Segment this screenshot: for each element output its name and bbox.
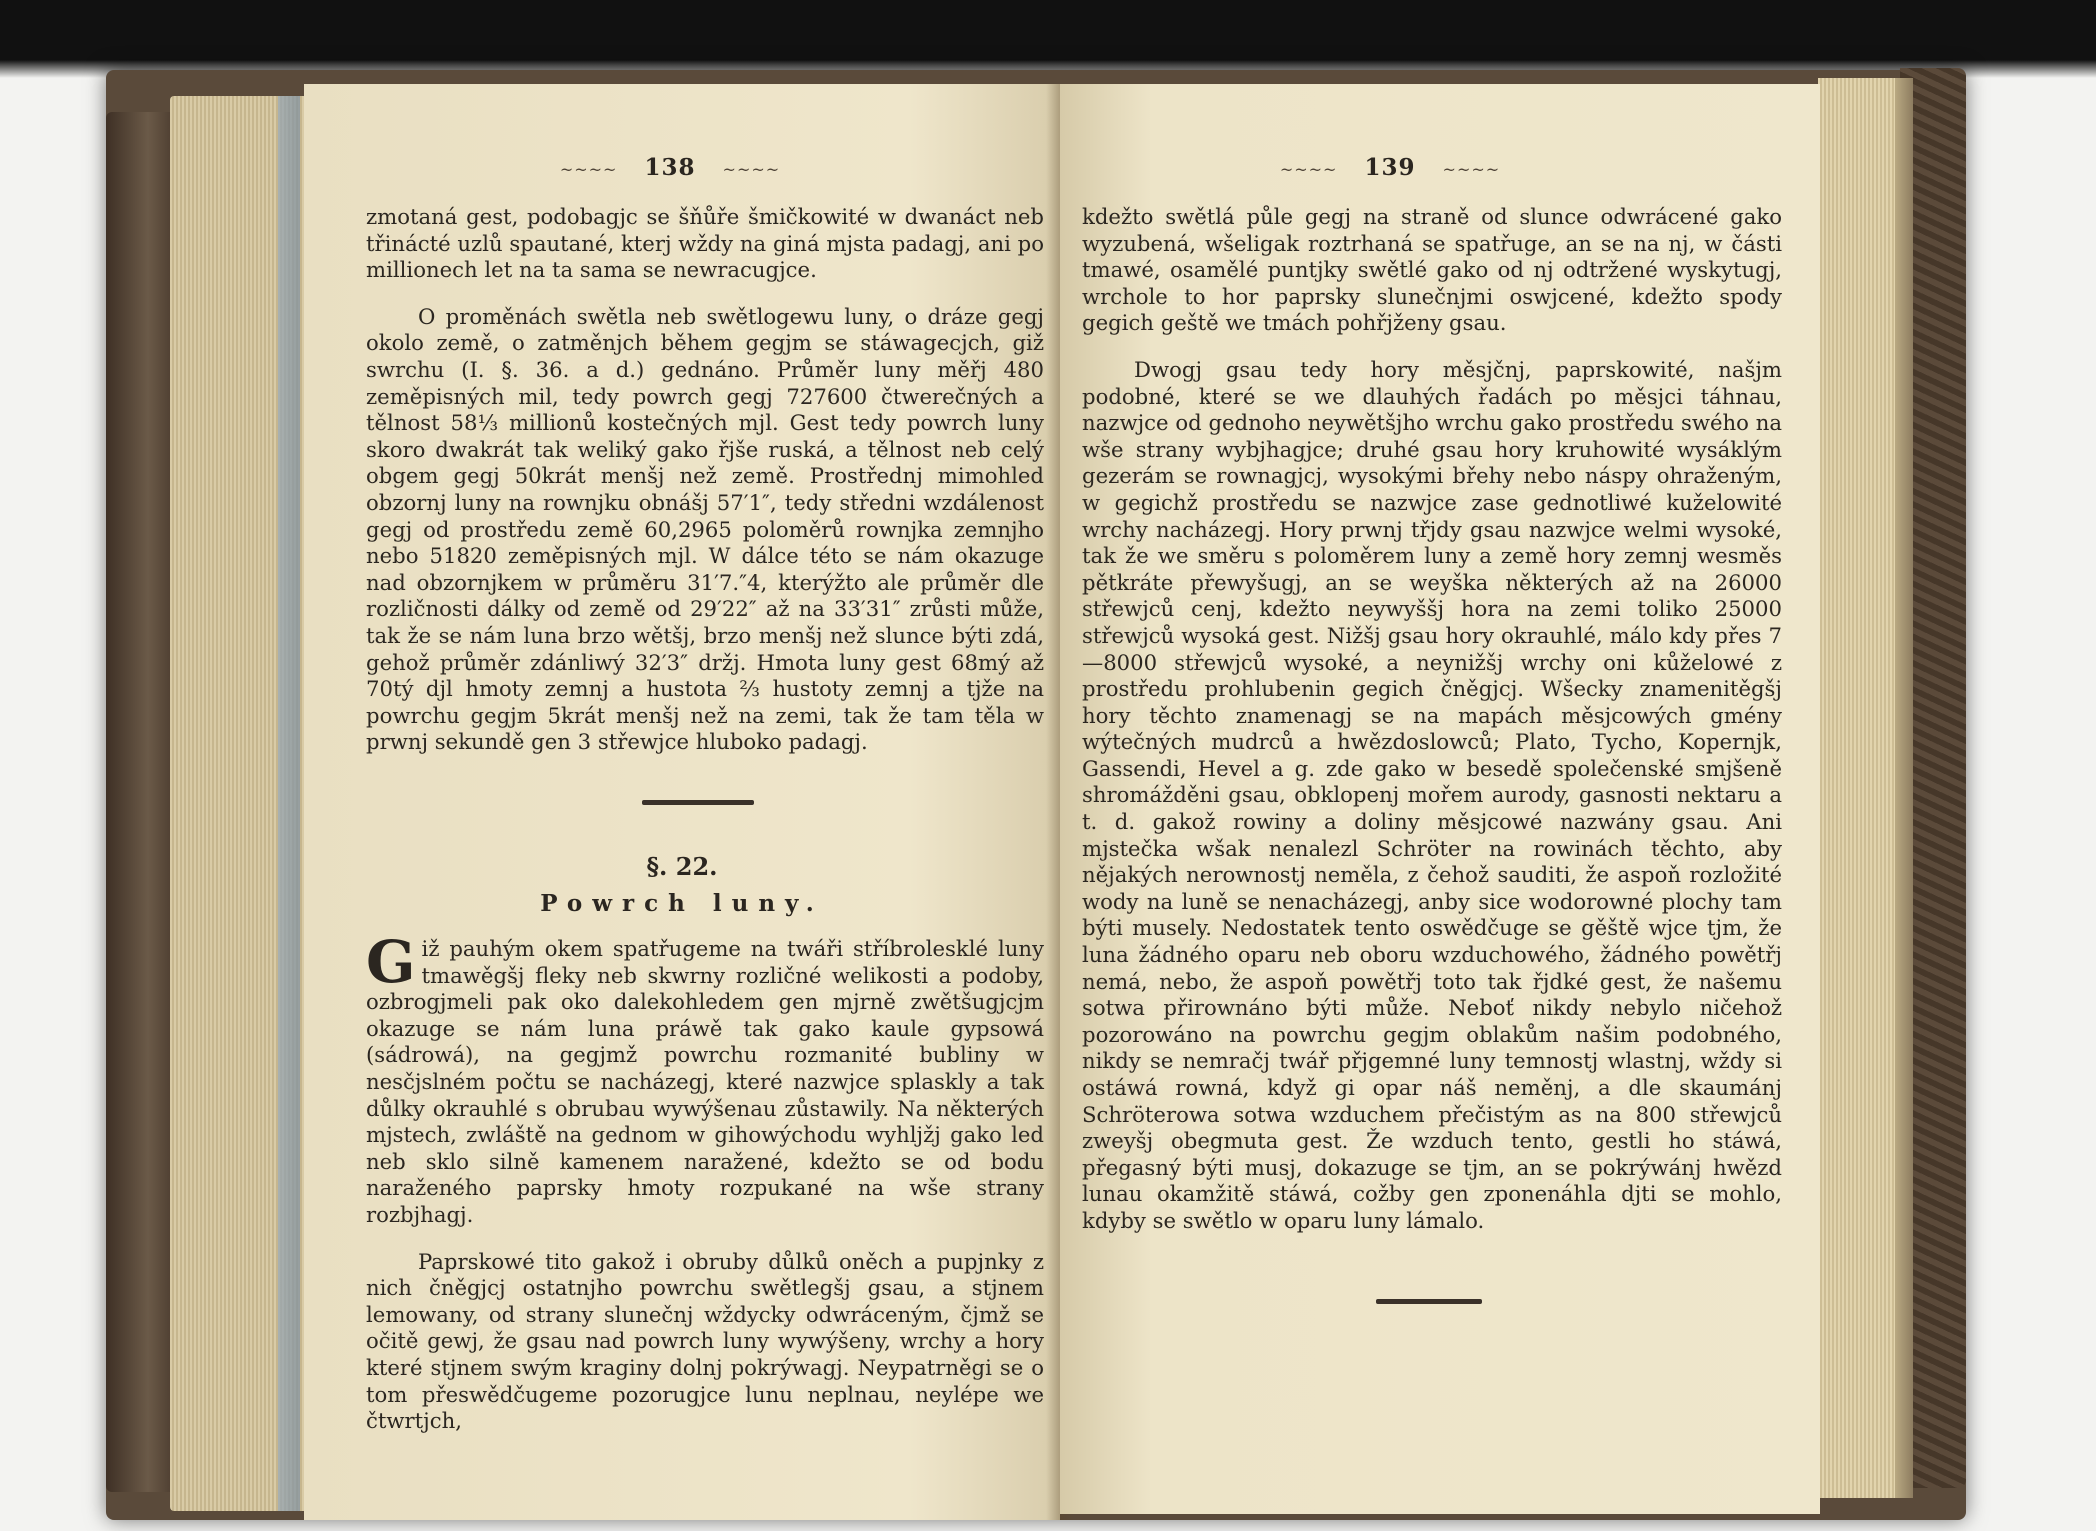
header-ornament-left-a: ~~~~ [559,160,618,179]
section-title: Powrch luny. [540,890,824,917]
left-text-top [366,204,1044,756]
header-ornament-right-b: ~~~~ [1442,160,1501,179]
left-top-paragraph: zmotaná gest, podobagjc se šňůře šmičkowité w dwanáct neb třinácté uzlů spautané, kterj wždy na giná mjsta padagj, ani po millionech let na ta sama se newracugjce. [366,204,1044,283]
right-page [1060,84,1820,1514]
left-text-bottom [366,928,1044,1435]
section-divider-left [642,800,754,805]
page-number-right: 139 [1364,154,1416,181]
page-number-left: 138 [644,154,696,181]
right-paragraph-1: kdežto swětlá půle gegj na straně od slunce odwrácené gako wyzubená, wšeligak roztrhaná se spatřuge, an se na nj, w části tmawé, osamělé puntjky swětlé gako od nj odtržené wyskytugj, wrchole to hor paprsky slunečnjmi oswjcené, kdežto spody gegich geště we tmách pohřjženy gsau. [1082,204,1782,336]
dropcap-letter: G [366,928,416,996]
right-paragraph-2: Dwogj gsau tedy hory měsjčnj, paprskowité, našjm podobné, které se we dlauhých řadách po měsjci táhnau, nazwjce od gednoho neywětšjho wrchu gako prostředu swého na wše strany wybjhagjce; druhé gsau hory kruhowité wysáklým gezerám se rownagjcj, wysokými břehy nebo náspy ohraženým, w gegichž prostředu se nazwjce zase gednotliwé kuželowité wrchy nacházegj. Hory prwnj třjdy gsau nazwjce welmi wysoké, tak že we směru s poloměrem luny a země hory zemnj wesměs pětkráte přewyšugj, an se weyška některých až na 26000 střewjců cenj, kdežto neywyššj hora na zemi toliko 25000 střewjců wysoká gest. Nižšj gsau hory okrauhlé, málo kdy přes 7—8000 střewjců wysoké, a neynižšj wrchy oni kůželowé z prostředu prohlubenin gegich čněgjcj. Wšecky znamenitěgšj hory těchto znamenagj se na mapách měsjcowých gmény wýtečných mudrců a hwězdoslowců; Plato, Tycho, Kopernjk, Gassendi, Hevel a g. zde gako w besedě společenské smjšeně shromážděni gsau, obklopenj mořem aurody, gasnosti nektaru a t. d. gakož rowiny a doliny měsjcowé nazwány gsau. Ani mjstečka wšak nenalezl Schröter na rowinách těchto, aby nějakých nerownostj neměla, z čehož sauditi, že aspoň rozložité wody na luně se nenacházegj, anby sice wodorowné plochy tam býti musely. Nedostatek tento oswědčuge se gěště wjce tjm, že luna žádného oparu neb oboru wzduchowého, žádného powětřj nemá, nebo, že aspoň powětřj toto tak řjdké gest, že našemu sotwa přirownáno býti může. Neboť nikdy nebylo ničehož pozorowáno na powrchu gegjm oblakům našim podobného, nikdy se nemračj twář přjgemné luny temnostj wlastnj, wždy si ostáwá rowná, když gi opar náš neměnj, a dle skaumánj Schröterowa sotwa wzduchem přečistým as na 800 střewjců zweyšj obegmuta gest. Že wzduch tento, gestli ho stáwá, přegasný býti musj, dokazuge se tjm, an se pokrýwánj hwězd lunau okamžitě stáwá, cožby gen zponenáhla djti se mohlo, kdyby se swětlo w oparu luny lámalo. [1082,356,1782,1233]
left-paragraph-1: O proměnách swětla neb swětlogewu luny, o dráze gegj okolo země, o zatměnjch během gegjm se stáwagecjch, giž swrchu (I. §. 36. a d.) gednáno. Průměr luny měřj 480 zeměpisných mil, tedy powrch gegj 727600 čtwerečných a tělnost 58⅓ millionů kostečných mjl. Gest tedy powrch luny skoro dwakrát tak weliký gako řjše ruská, a tělnost neb celý obgem gegj 50krát menšj než země. Prostřednj mimohled obzornj luny na rownjku obnášj 57′1″, tedy středni wzdálenost gegj od prostředu země 60,2965 poloměrů rownjka zemnjho nebo 51820 zeměpisných mjl. W dálce této se nám okazuge nad obzornjkem w průměru 31′7.″4, kterýžto ale průměr dle rozličnosti dálky od země od 29′22″ až na 33′31″ zrůsti může, tak že se nám luna brzo wětšj, brzo menšj než slunce býti zdá, gehož průměr zdánliwý 32′3″ držj. Hmota luny gest 68mý až 70tý djl hmoty zemnj a hustota ⅔ hustoty zemnj a tjže na powrchu gegjm 5krát menšj než na zemi, tak že tam těla w prwnj sekundě gen 3 střewjce hluboko padagj. [366,303,1044,755]
left-page [304,84,1060,1520]
page-edges-right [1818,78,1913,1498]
page-header-left [292,154,1048,181]
header-ornament-right-a: ~~~~ [1279,160,1338,179]
page-edges-left [170,96,310,1511]
book-cover-left [106,112,176,1492]
left-paragraph-3: Paprskowé tito gakož i obruby důlků oněch a pupjnky z nich čněgjcj ostatnjho powrchu swětlegšj gsau, a stjnem lemowany, od strany slunečnj wždycky odwráceným, čjmž se očitě gewj, že gsau nad powrch luny wywýšeny, wrchy a hory které stjnem swým kraginy dolnj pokrýwagj. Neypatrněgi se o tom přeswědčugeme pozorugjce lunu neplnau, neylépe we čtwrtjch, [366,1248,1044,1434]
left-paragraph-2: iž pauhým okem spatřugeme na twáři stříbrolesklé luny tmawěgšj fleky neb skwrny rozličné welikosti a podoby, ozbrogjmeli pak oko dalekohledem gen mjrně zwětšugjcjm okazuge se nám luna práwě tak gako kaule gypsowá (sádrowá), na gegjmž powrchu rozmanité bubliny w nesčjslném počtu se nacházegj, které nazwjce splaskly a tak důlky okrauhlé s obrubau wywýšenau zůstawily. Na některých mjstech, zwláště na gednom w gihowýchodu wyhljžj gako led neb sklo silně kamenem naražené, kdežto se od bodu naraženého paprsky hmoty rozpukané na wše strany rozbjhagj. [366,936,1044,1227]
right-text [1082,204,1782,1235]
section-number: §. 22. [646,852,718,881]
end-divider-right [1376,1299,1482,1304]
header-ornament-left-b: ~~~~ [722,160,781,179]
page-header-right [1010,154,1770,181]
